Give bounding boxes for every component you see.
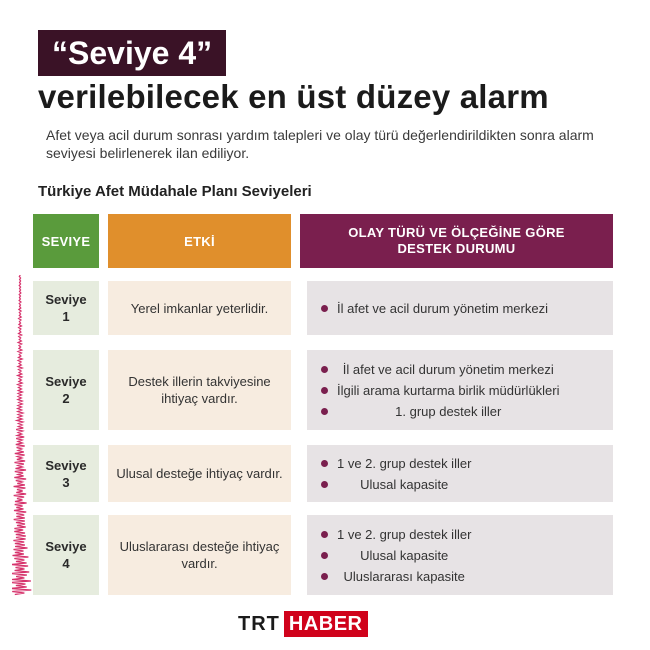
list-item: Ulusal kapasite (321, 547, 471, 564)
header-support-label: OLAY TÜRÜ VE ÖLÇEĞİNE GÖRE DESTEK DURUMU (348, 225, 565, 256)
header-effect: ETKİ (108, 214, 291, 268)
page-title: verilebilecek en üst düzey alarm (38, 78, 549, 115)
list-item: İl afet ve acil durum yönetim merkezi (321, 361, 560, 378)
support-cell-2 (307, 350, 613, 430)
support-cell-4 (307, 515, 613, 595)
support-list (307, 451, 471, 497)
effect-cell-4: Uluslararası desteğe ihtiyaç vardır. (108, 515, 291, 595)
seismograph-wave-icon (12, 275, 52, 600)
effect-cell-1: Yerel imkanlar yeterlidir. (108, 281, 291, 335)
list-item: İl afet ve acil durum yönetim merkezi (321, 300, 548, 317)
table-title: Türkiye Afet Müdahale Planı Seviyeleri (38, 183, 312, 200)
effect-cell-2: Destek illerin takviyesine ihtiyaç vardır. (108, 350, 291, 430)
list-item: 1 ve 2. grup destek iller (321, 455, 471, 472)
title-highlight: “Seviye 4” (38, 30, 226, 76)
logo-trt: TRT (238, 613, 280, 635)
support-list (307, 296, 548, 321)
support-cell-1 (307, 281, 613, 335)
level-word: Seviye (45, 457, 87, 473)
list-item: 1. grup destek iller (321, 403, 560, 420)
level-number: 4 (62, 556, 70, 571)
list-item: İlgili arama kurtarma birlik müdürlükleri (321, 382, 560, 399)
list-item: 1 ve 2. grup destek iller (321, 526, 471, 543)
support-cell-3 (307, 445, 613, 502)
level-number: 1 (62, 309, 70, 324)
level-word: Seviye (45, 539, 87, 554)
description: Afet veya acil durum sonrası yardım talepleri ve olay türü değerlendirildikten sonra alarm seviyesi belirlenerek ilan ediliyor. (46, 127, 594, 161)
support-list (307, 522, 471, 589)
trt-haber-logo (238, 611, 368, 637)
header-support (300, 214, 613, 268)
list-item: Uluslararası kapasite (321, 568, 471, 585)
level-word: Seviye (45, 292, 87, 307)
effect-cell-3: Ulusal desteğe ihtiyaç vardır. (108, 445, 291, 502)
support-list (307, 357, 560, 424)
logo-haber: HABER (284, 611, 368, 637)
level-number: 2 (62, 391, 70, 406)
list-item: Ulusal kapasite (321, 476, 471, 493)
header-level: SEVIYE (33, 214, 99, 268)
level-word: Seviye (45, 374, 87, 389)
level-number: 3 (62, 474, 70, 490)
